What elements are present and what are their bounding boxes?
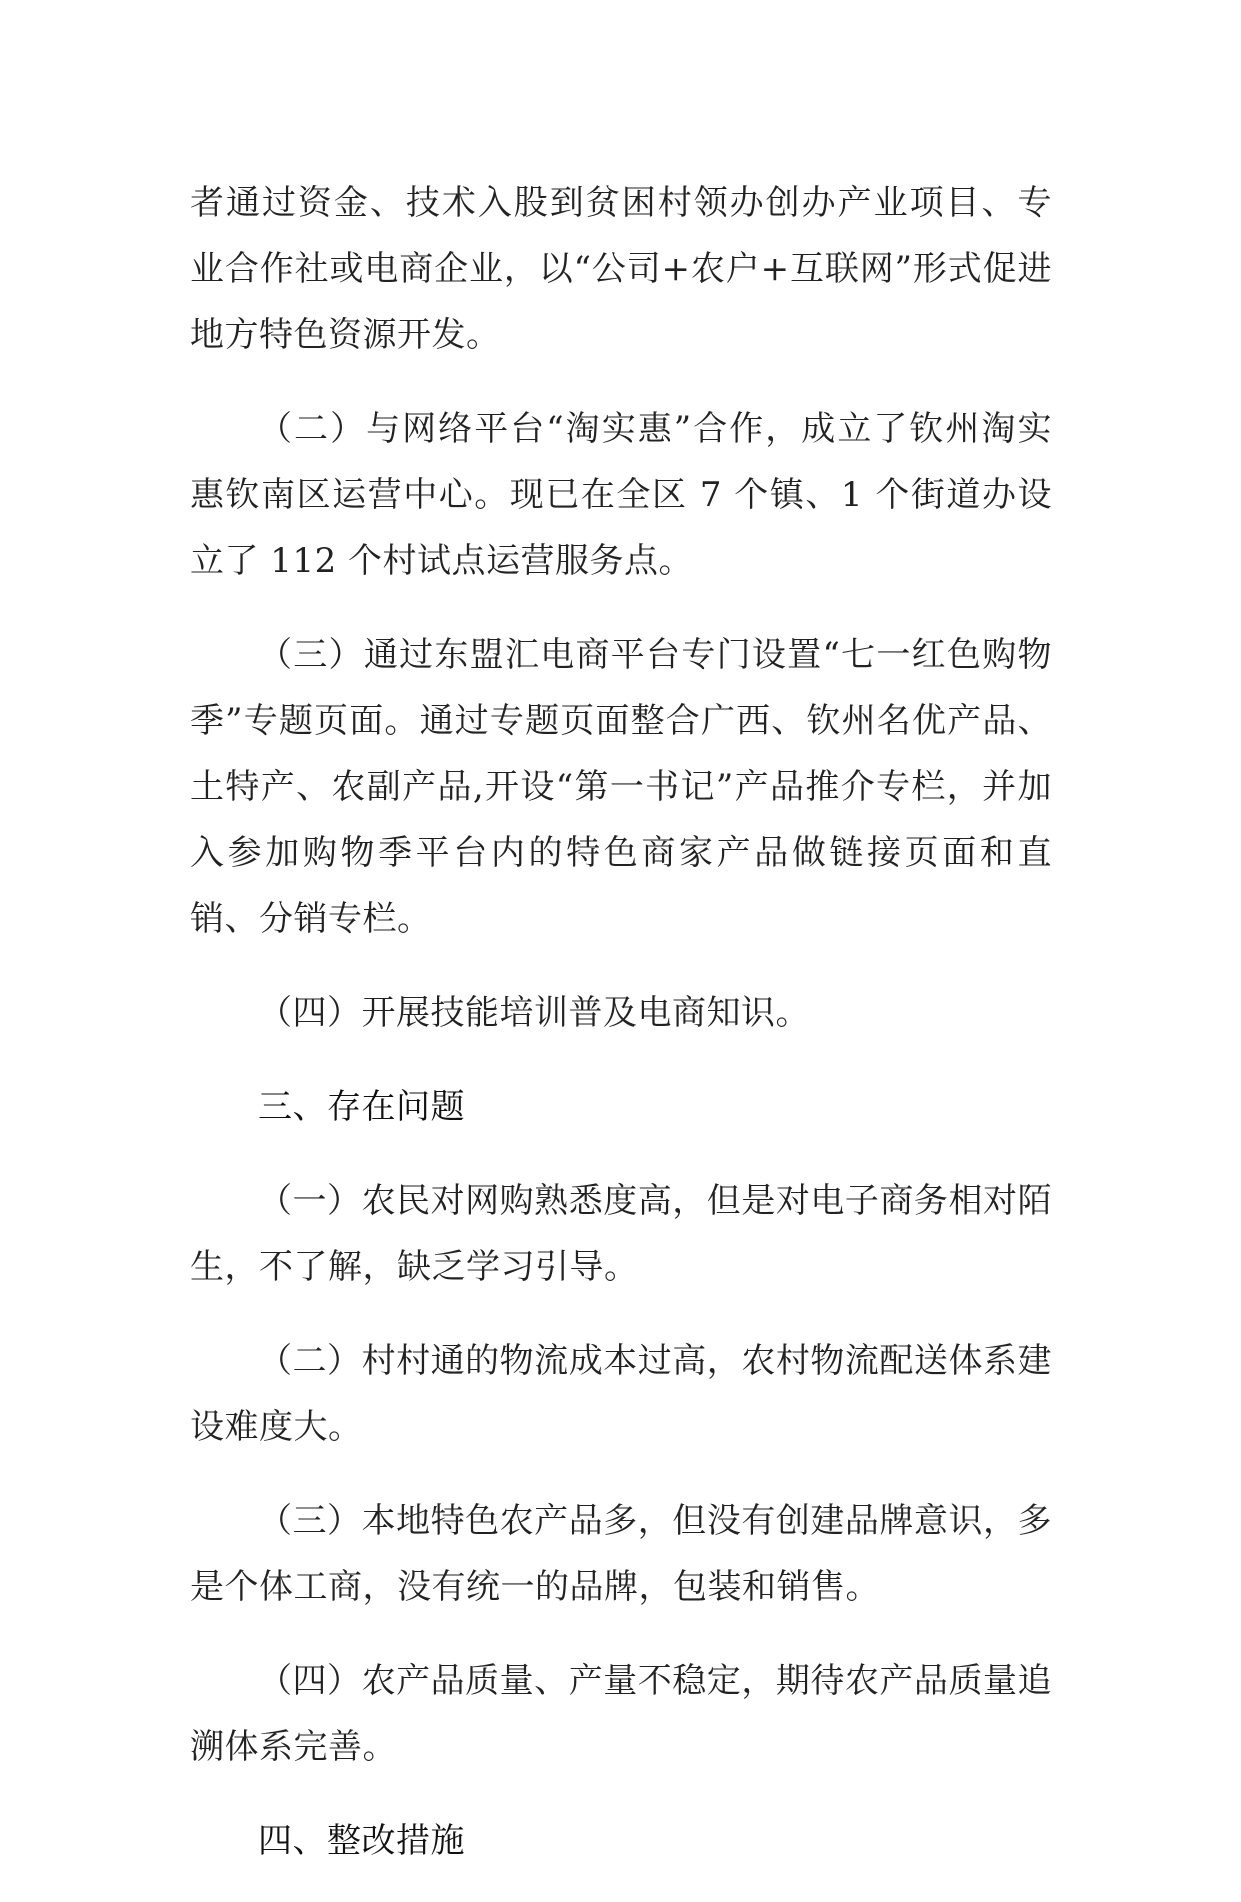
- paragraph-dongmenghui-platform: （三）通过东盟汇电商平台专门设置“七一红色购物季”专题页面。通过专题页面整合广西、钦州名优产品、土特产、农副产品,开设“第一书记”产品推介专栏，并加入参加购物季平台内的特色商家产品做链接页面和直销、分销专栏。: [190, 635, 1052, 939]
- document-body: [190, 170, 1052, 1902]
- paragraph-taoshihui-cooperation: （二）与网络平台“淘实惠”合作，成立了钦州淘实惠钦南区运营中心。现已在全区 7 个镇、1 个街道办设立了 112 个村试点运营服务点。: [190, 409, 1052, 581]
- paragraph-problem-1: （一）农民对网购熟悉度高，但是对电子商务相对陌生，不了解，缺乏学习引导。: [190, 1181, 1052, 1287]
- section-heading-measures: 四、整改措施: [258, 1821, 465, 1861]
- paragraph-problem-4: （四）农产品质量、产量不稳定，期待农产品质量追溯体系完善。: [190, 1661, 1052, 1767]
- section-heading-problems: 三、存在问题: [258, 1087, 465, 1127]
- paragraph-problem-3: （三）本地特色农产品多，但没有创建品牌意识，多是个体工商，没有统一的品牌，包装和销售。: [190, 1501, 1052, 1607]
- paragraph-skills-training: （四）开展技能培训普及电商知识。: [258, 993, 810, 1033]
- paragraph-continuation: 者通过资金、技术入股到贫困村领办创办产业项目、专业合作社或电商企业，以“公司+农户+互联网”形式促进地方特色资源开发。: [190, 183, 1052, 355]
- paragraph-problem-2: （二）村村通的物流成本过高，农村物流配送体系建设难度大。: [190, 1341, 1052, 1447]
